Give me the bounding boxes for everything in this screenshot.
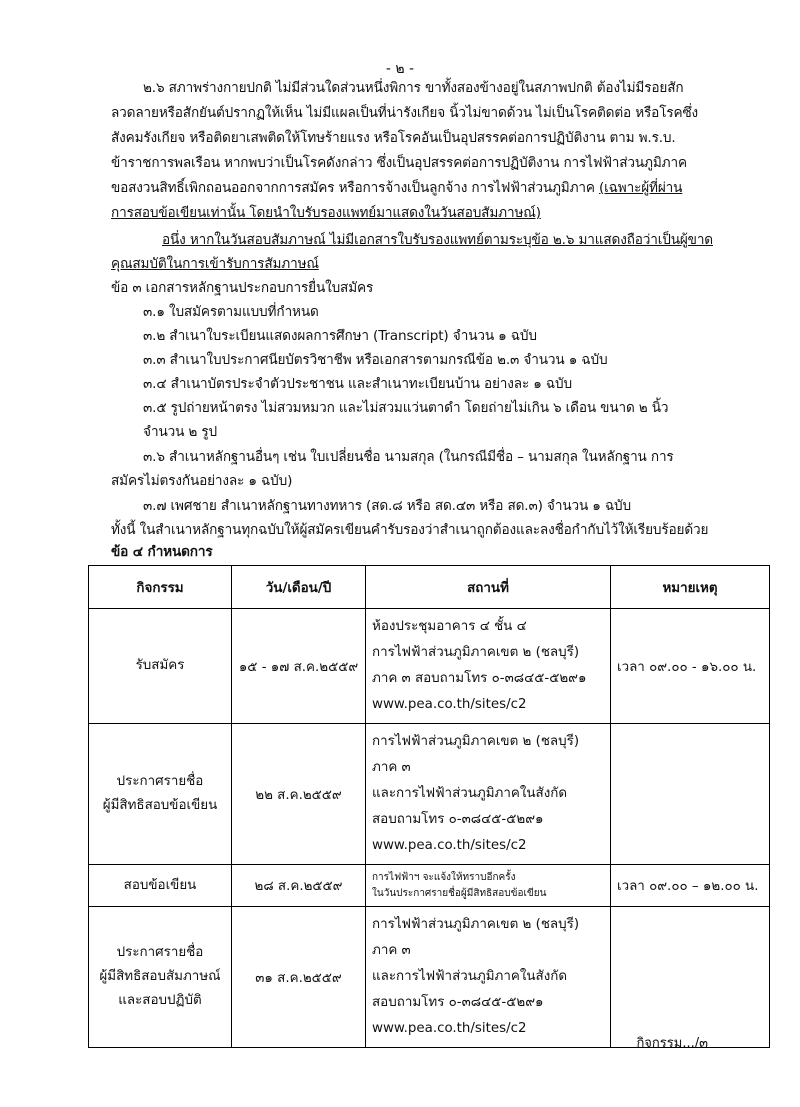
place-cell <box>366 865 611 907</box>
header-place: สถานที่ <box>366 566 611 609</box>
place-line: สอบถามโทร ๐-๓๘๔๕-๕๒๙๑ <box>372 995 544 1010</box>
date-cell: ๑๕ - ๑๗ ส.ค.๒๕๕๙ <box>232 609 366 724</box>
place-line: www.pea.co.th/sites/c2 <box>372 838 527 853</box>
page-number: - ๒ - <box>385 61 415 77</box>
doc-item: ๓.๑ ใบสมัครตามแบบที่กำหนด <box>143 304 319 320</box>
place-line: และการไฟฟ้าส่วนภูมิภาคในสังกัด <box>372 969 568 984</box>
doc-item: ๓.๒ สำเนาใบระเบียนแสดงผลการศึกษา (Transcript) จำนวน ๑ ฉบับ <box>143 328 537 344</box>
activity-cell <box>89 907 232 1048</box>
note-cell <box>611 907 770 1048</box>
activity-text: ผู้มีสิทธิสอบข้อเขียน <box>102 798 218 813</box>
table-row <box>89 609 770 724</box>
place-line: ภาค ๓ <box>372 943 411 958</box>
doc-item: ๓.๖ สำเนาหลักฐานอื่นๆ เช่น ใบเปลี่ยนชื่อ นามสกุล (ในกรณีมีชื่อ – นามสกุล ในหลักฐาน การ <box>143 449 674 465</box>
doc-item: จำนวน ๒ รูป <box>143 424 217 440</box>
place-cell <box>366 609 611 724</box>
table-row <box>89 865 770 907</box>
activity-text: ประกาศรายชื่อ <box>116 774 204 789</box>
certify-note: ทั้งนี้ ในสำเนาหลักฐานทุกฉบับให้ผู้สมัครเขียนคำรับรองว่าสำเนาถูกต้องและลงชื่อกำกับไว้ให้เรียบร้อยด้วย <box>111 522 709 538</box>
table-row <box>89 907 770 1048</box>
activity-cell <box>89 609 232 724</box>
place-line: ภาค ๓ สอบถามโทร ๐-๓๘๔๕-๕๒๙๑ <box>372 671 587 686</box>
doc-item: สมัครไม่ตรงกันอย่างละ ๑ ฉบับ) <box>111 473 293 489</box>
doc-item: ๓.๕ รูปถ่ายหน้าตรง ไม่สวมหมวก และไม่สวมแว่นตาดำ โดยถ่ายไม่เกิน ๖ เดือน ขนาด ๒ นิ้ว <box>143 400 669 416</box>
place-line: การไฟฟ้าส่วนภูมิภาคเขต ๒ (ชลบุรี) <box>372 734 580 749</box>
section-3-heading: ข้อ ๓ เอกสารหลักฐานประกอบการยื่นใบสมัคร <box>111 280 374 296</box>
para-2-6-line: ลวดลายหรือสักยันต์ปรากฏให้เห็น ไม่มีแผลเป็นที่น่ารังเกียจ นิ้วไม่ขาดด้วน ไม่เป็นโรคติดต่อ หรือโรคซึ่ง <box>111 105 699 121</box>
place-line: ห้องประชุมอาคาร ๔ ชั้น ๔ <box>372 619 527 634</box>
doc-item: ๓.๗ เพศชาย สำเนาหลักฐานทางทหาร (สด.๘ หรือ สด.๔๓ หรือ สด.๓) จำนวน ๑ ฉบับ <box>143 498 632 514</box>
place-line: สอบถามโทร ๐-๓๘๔๕-๕๒๙๑ <box>372 812 544 827</box>
activity-text: สอบข้อเขียน <box>123 877 197 893</box>
activity-cell <box>89 724 232 865</box>
doc-item: ๓.๔ สำเนาบัตรประจำตัวประชาชน และสำเนาทะเบียนบ้าน อย่างละ ๑ ฉบับ <box>143 376 572 392</box>
table-header-row <box>89 566 770 609</box>
activity-text: รับสมัคร <box>135 658 185 673</box>
table-row <box>89 724 770 865</box>
place-line: www.pea.co.th/sites/c2 <box>372 697 527 712</box>
note-cell <box>611 724 770 865</box>
schedule-table <box>88 565 770 1048</box>
place-line: ภาค ๓ <box>372 760 411 775</box>
activity-cell <box>89 865 232 907</box>
para-2-6-line <box>111 178 682 198</box>
place-line: การไฟฟ้าส่วนภูมิภาคเขต ๒ (ชลบุรี) <box>372 917 580 932</box>
note-line: อนึ่ง หากในวันสอบสัมภาษณ์ ไม่มีเอกสารใบรับรองแพทย์ตามระบุข้อ ๒.๖ มาแสดงถือว่าเป็นผู้ขาด <box>162 232 713 248</box>
note-line: คุณสมบัติในการเข้ารับการสัมภาษณ์ <box>111 256 319 272</box>
activity-text: ประกาศรายชื่อ <box>116 945 204 960</box>
date-cell: ๒๒ ส.ค.๒๕๕๙ <box>232 724 366 865</box>
note-cell: เวลา ๐๙.๐๐ – ๑๒.๐๐ น. <box>611 865 770 907</box>
place-cell <box>366 907 611 1048</box>
header-date: วัน/เดือน/ปี <box>232 566 366 609</box>
place-line: และการไฟฟ้าส่วนภูมิภาคในสังกัด <box>372 786 568 801</box>
activity-text: ผู้มีสิทธิสอบสัมภาษณ์ <box>99 969 221 984</box>
place-line: www.pea.co.th/sites/c2 <box>372 1021 527 1036</box>
date-cell: ๒๘ ส.ค.๒๕๕๙ <box>232 865 366 907</box>
note-cell: เวลา ๐๙.๐๐ - ๑๖.๐๐ น. <box>611 609 770 724</box>
continuation-marker: กิจกรรม.../๓ <box>636 1036 708 1051</box>
para-2-6-line: ข้าราชการพลเรือน หากพบว่าเป็นโรคดังกล่าว ซึ่งเป็นอุปสรรคต่อการปฏิบัติงาน การไฟฟ้าส่วนภูมิภาค <box>111 155 687 171</box>
para-2-6-line: ๒.๖ สภาพร่างกายปกติ ไม่มีส่วนใดส่วนหนึ่งพิการ ขาทั้งสองข้างอยู่ในสภาพปกติ ต้องไม่มีรอยสัก <box>143 80 684 96</box>
para-2-6-underlined-line: การสอบข้อเขียนเท่านั้น โดยนำใบรับรองแพทย์มาแสดงในวันสอบสัมภาษณ์) <box>111 205 541 221</box>
header-activity: กิจกรรม <box>89 566 232 609</box>
doc-item: ๓.๓ สำเนาใบประกาศนียบัตรวิชาชีพ หรือเอกสารตามกรณีข้อ ๒.๓ จำนวน ๑ ฉบับ <box>143 352 608 368</box>
header-note: หมายเหตุ <box>611 566 770 609</box>
place-line: การไฟฟ้าส่วนภูมิภาคเขต ๒ (ชลบุรี) <box>372 645 580 660</box>
para-2-6-text: ขอสงวนสิทธิ์เพิกถอนออกจากการสมัคร หรือการจ้างเป็นลูกจ้าง การไฟฟ้าส่วนภูมิภาค <box>111 180 595 196</box>
date-cell: ๓๑ ส.ค.๒๕๕๙ <box>232 907 366 1048</box>
place-line: ในวันประกาศรายชื่อผู้มีสิทธิสอบข้อเขียน <box>372 887 547 899</box>
place-cell <box>366 724 611 865</box>
place-line: การไฟฟ้าฯ จะแจ้งให้ทราบอีกครั้ง <box>372 871 516 883</box>
para-2-6-underlined: (เฉพาะผู้ที่ผ่าน <box>599 180 683 196</box>
para-2-6-line: สังคมรังเกียจ หรือติดยาเสพติดให้โทษร้ายแรง หรือโรคอันเป็นอุปสรรคต่อการปฏิบัติงาน ตาม พ.ร.บ. <box>111 130 676 146</box>
section-4-heading: ข้อ ๔ กำหนดการ <box>111 544 213 560</box>
activity-text: และสอบปฏิบัติ <box>118 993 202 1008</box>
